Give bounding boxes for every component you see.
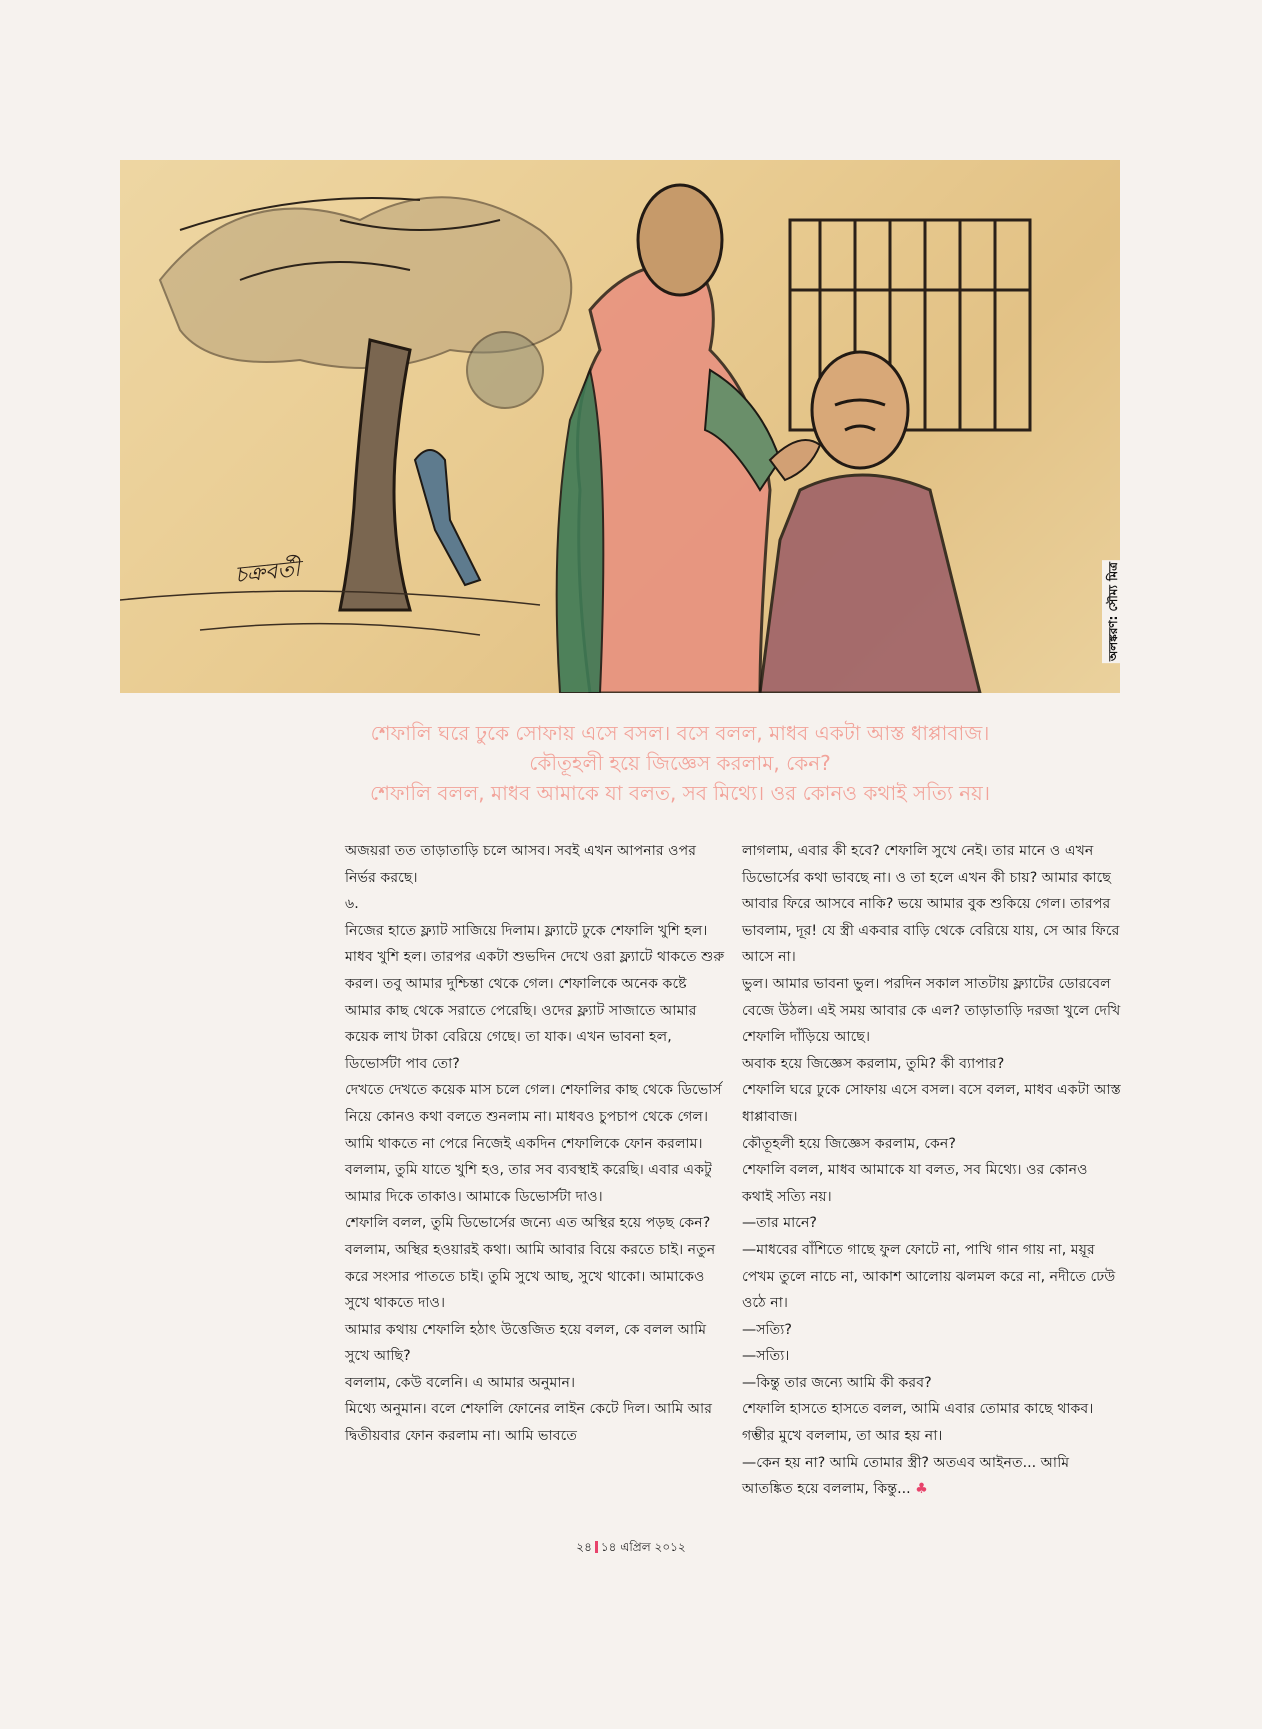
paragraph: বললাম, অস্থির হওয়ারই কথা। আমি আবার বিয়ে করতে চাই। নতুন করে সংসার পাততে চাই। তুমি সুখে আছ, সুখে থাকো। আমাকেও সুখে থাকতে দাও। bbox=[345, 1241, 716, 1312]
end-mark-icon: ♣ bbox=[915, 1481, 928, 1498]
paragraph: বললাম, কেউ বলেনি। এ আমার অনুমান। bbox=[345, 1374, 576, 1391]
dialogue-line: —কিন্তু তার জন্যে আমি কী করব? bbox=[742, 1374, 932, 1391]
paragraph: শেফালি ঘরে ঢুকে সোফায় এসে বসল। বসে বলল, মাধব একটা আস্ত ধাপ্পাবাজ। bbox=[742, 1082, 1121, 1125]
paragraph: লাগলাম, এবার কী হবে? শেফালি সুখে নেই। তার মানে ও এখন ডিভোর্সের কথা ভাবছে না। ও তা হলে এখন কী চায়? আমার কাছে আবার ফিরে আসবে নাকি? ভয়ে আমার বুক শুকিয়ে গেল। তারপর ভাবলাম, দূর! যে স্ত্রী একবার বাড়ি থেকে বেরিয়ে যায়, সে আর ফিরে আসে না। bbox=[742, 843, 1120, 966]
paragraph: মিথ্যে অনুমান। বলে শেফালি ফোনের লাইন কেটে দিল। আমি আর দ্বিতীয়বার ফোন করলাম না। আমি ভাবতে bbox=[345, 1401, 713, 1445]
paragraph: কৌতূহলী হয়ে জিজ্ঞেস করলাম, কেন? bbox=[742, 1135, 956, 1152]
pull-quote-line: শেফালি বলল, মাধব আমাকে যা বলত, সব মিথ্যে। ওর কোনও কথাই সত্যি নয়। bbox=[370, 781, 990, 805]
paragraph-final bbox=[742, 1450, 1122, 1503]
paragraph: শেফালি বলল, মাধব আমাকে যা বলত, সব মিথ্যে। ওর কোনও কথাই সত্যি নয়। bbox=[742, 1162, 1088, 1205]
text-column-right bbox=[742, 838, 1122, 1503]
pull-quote-line: কৌতূহলী হয়ে জিজ্ঞেস করলাম, কেন? bbox=[529, 751, 831, 775]
pull-quote bbox=[250, 718, 1110, 808]
paragraph: অবাক হয়ে জিজ্ঞেস করলাম, তুমি? কী ব্যাপার? bbox=[742, 1055, 1005, 1072]
page-footer bbox=[0, 1539, 1262, 1559]
paragraph: আমার কথায় শেফালি হঠাৎ উত্তেজিত হয়ে বলল, কে বলল আমি সুখে আছি? bbox=[345, 1321, 707, 1365]
paragraph: নিজের হাতে ফ্ল্যাট সাজিয়ে দিলাম। ফ্ল্যাটে ঢুকে শেফালি খুশি হল। মাধব খুশি হল। তারপর একটা শুভদিন দেখে ওরা ফ্ল্যাটে থাকতে শুরু করল। তবু আমার দুশ্চিন্তা থেকে গেল। শেফালিকে অনেক কষ্টে আমার কাছ থেকে সরাতে পেরেছি। ওদের ফ্ল্যাট সাজাতে আমার কয়েক লাখ টাকা বেরিয়ে গেছে। তা যাক। এখন ভাবনা হল, ডিভোর্সটা পাব তো? bbox=[345, 922, 725, 1072]
paragraph: ভুল। আমার ভাবনা ভুল। পরদিন সকাল সাতটায় ফ্ল্যাটের ডোরবেল বেজে উঠল। এই সময় আবার কে এল? তাড়াতাড়ি দরজা খুলে দেখি শেফালি দাঁড়িয়ে আছে। bbox=[742, 975, 1121, 1046]
section-number: ৬. bbox=[345, 896, 359, 913]
dialogue-line: —সত্যি? bbox=[742, 1321, 792, 1338]
illustration-drawing bbox=[120, 160, 1120, 693]
issue-date: ১৪ এপ্রিল ২০১২ bbox=[600, 1540, 686, 1554]
text-column-left bbox=[345, 838, 725, 1450]
page-number: ২৪ bbox=[576, 1540, 592, 1554]
dialogue-line: —সত্যি। bbox=[742, 1348, 790, 1365]
paragraph: শেফালি বলল, তুমি ডিভোর্সের জন্যে এত অস্থির হয়ে পড়ছ কেন? bbox=[345, 1215, 711, 1232]
paragraph: গম্ভীর মুখে বললাম, তা আর হয় না। bbox=[742, 1428, 943, 1445]
dialogue-line: —তার মানে? bbox=[742, 1215, 817, 1232]
footer-divider bbox=[595, 1541, 598, 1553]
paragraph: দেখতে দেখতে কয়েক মাস চলে গেল। শেফালির কাছ থেকে ডিভোর্স নিয়ে কোনও কথা বলতে শুনলাম না। মাধবও চুপচাপ থেকে গেল। আমি থাকতে না পেরে নিজেই একদিন শেফালিকে ফোন করলাম। বললাম, তুমি যাতে খুশি হও, তার সব ব্যবস্থাই করেছি। এবার একটু আমার দিকে তাকাও। আমাকে ডিভোর্সটা দাও। bbox=[345, 1082, 722, 1205]
paragraph: অজয়রা তত তাড়াতাড়ি চলে আসব। সবই এখন আপনার ওপর নির্ভর করছে। bbox=[345, 843, 697, 886]
story-illustration bbox=[120, 160, 1120, 693]
pull-quote-line: শেফালি ঘরে ঢুকে সোফায় এসে বসল। বসে বলল, মাধব একটা আস্ত ধাপ্পাবাজ। bbox=[370, 721, 990, 745]
final-text: —কেন হয় না? আমি তোমার স্ত্রী? অতএব আইনত... আমি আতঙ্কিত হয়ে বললাম, কিন্তু... bbox=[742, 1454, 1070, 1498]
dialogue-line: —মাধবের বাঁশিতে গাছে ফুল ফোটে না, পাখি গান গায় না, ময়ূর পেখম তুলে নাচে না, আকাশ আলোয় ঝলমল করে না, নদীতে ঢেউ ওঠে না। bbox=[742, 1241, 1116, 1312]
paragraph: শেফালি হাসতে হাসতে বলল, আমি এবার তোমার কাছে থাকব। bbox=[742, 1401, 1094, 1418]
illustration-credit: অলঙ্করণ: সৌম্য মিত্র bbox=[1102, 560, 1124, 663]
artist-signature: চক্রবর্তী bbox=[233, 556, 302, 589]
